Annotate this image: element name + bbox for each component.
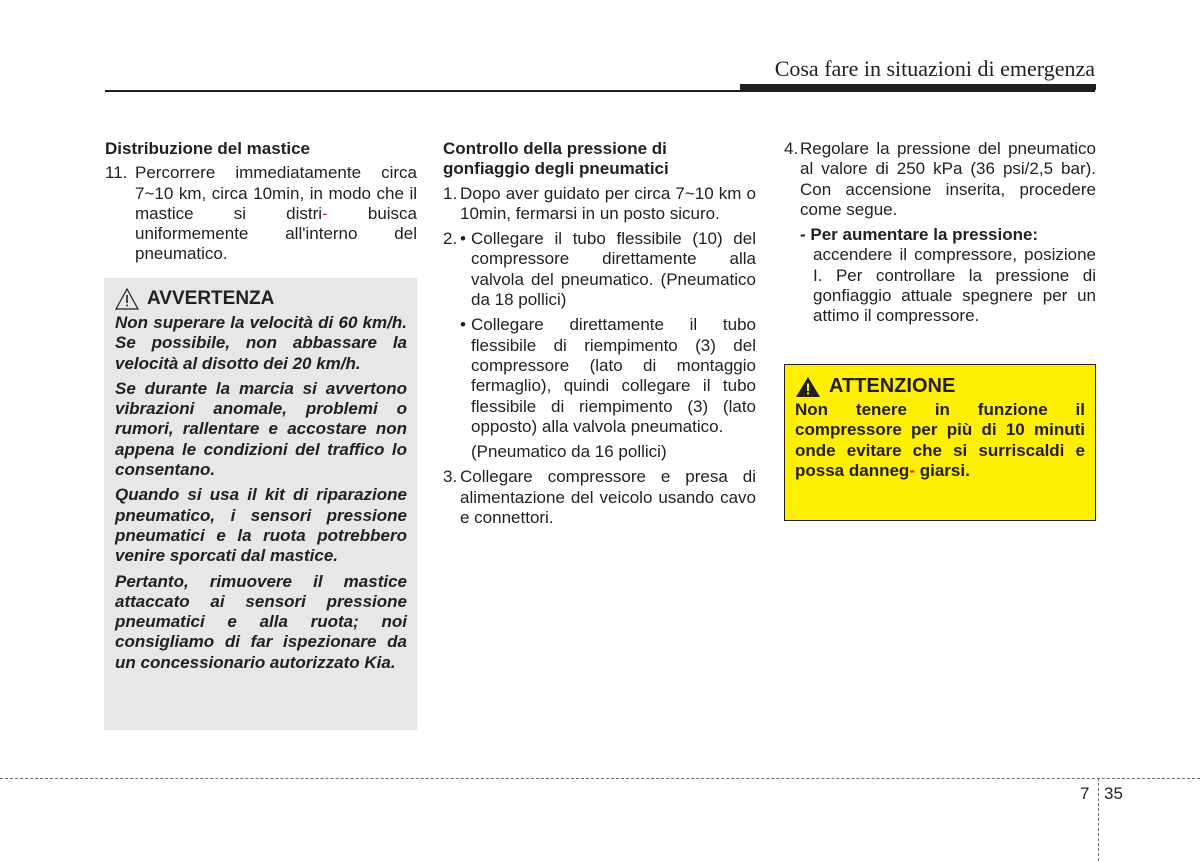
step-11: [105, 163, 417, 264]
column-left: [105, 139, 417, 265]
step-2-note: (Pneumatico da 16 pollici): [471, 442, 667, 462]
heading-distribution: Distribuzione del mastice: [105, 139, 310, 158]
step-text: [135, 163, 417, 264]
warning-box: [104, 278, 417, 730]
step-2: [443, 229, 756, 310]
step-4: [784, 139, 1096, 220]
hyphen: -: [909, 460, 915, 480]
step-text: Collegare il tubo flessibile (10) del compressore direttamente alla valvola del pneumatico. (Pneumatico da 18 pollici): [471, 229, 756, 310]
step-number: 2.: [443, 229, 458, 249]
step-number: 11.: [105, 163, 128, 183]
column-middle: [443, 139, 756, 528]
warning-triangle-icon: [115, 288, 139, 310]
step-text: Dopo aver guidato per circa 7~10 km o 10min, fermarsi in un posto sicuro.: [460, 183, 756, 223]
step-number: 4.: [784, 139, 799, 158]
sub-label: - Per aumentare la pressione:: [800, 225, 1039, 245]
page-number: 35: [1104, 784, 1123, 803]
warning-paragraph: Quando si usa il kit di riparazione pneumatico, i sensori pressione pneumatici e la ruota potrebbero venire sporcati dal mastice.: [115, 485, 407, 566]
sub-text: accendere il compressore, posizione I. Per controllare la pressione di gonfiaggio attuale spegnere per un attimo il compressore.: [813, 245, 1096, 326]
step-number: 3.: [443, 467, 458, 487]
footer-divider: [0, 778, 1200, 779]
step-text: Collegare compressore e presa di alimentazione del veicolo usando cavo e connettori.: [460, 467, 756, 528]
warning-title-text: AVVERTENZA: [147, 288, 275, 309]
caution-box: [784, 364, 1096, 521]
step-text-part2: buisca uniformemente all'interno del pneumatico.: [135, 203, 417, 264]
caution-triangle-icon: [795, 376, 821, 398]
warning-paragraph: Pertanto, rimuovere il mastice attaccato ai sensori pressione pneumatici e alla ruota; noi consigliamo di far ispezionare da un concessionario autorizzato Kia.: [115, 571, 407, 672]
hyphen: -: [322, 203, 328, 223]
caution-title-text: ATTENZIONE: [829, 375, 956, 397]
footer-page-divider: [1098, 778, 1099, 861]
bullet: •: [460, 229, 466, 249]
caution-text-part2: giarsi.: [919, 460, 970, 480]
step-3: [443, 467, 756, 528]
column-right: [784, 139, 1096, 327]
step-1: [443, 184, 756, 225]
warning-paragraph: Se durante la marcia si avvertono vibrazioni anomale, problemi o rumori, rallentare e accostare non appena le condizioni del traffico lo consentano.: [115, 378, 407, 480]
chapter-number: 7: [1080, 784, 1090, 803]
caution-title: [795, 375, 1085, 398]
heading-pressure-check: Controllo della pressione di gonfiaggio degli pneumatici: [443, 139, 669, 179]
warning-title: [115, 288, 407, 310]
caution-text-part1: Non tenere in funzione il compressore per più di 10 minuti onde evitare che si surriscaldi e possa danneg: [795, 400, 1085, 480]
bullet-text: Collegare direttamente il tubo flessibile di riempimento (3) del compressore (lato di montaggio fermaglio), quindi collegare il tubo flessibile di riempimento (3) (lato opposto) alla valvola pneumatico.: [471, 315, 756, 436]
caution-text: [795, 400, 1085, 481]
step-text-part1: Percorrere immediatamente circa 7~10 km, circa 10min, in modo che il mastice si distri: [135, 163, 417, 223]
increase-pressure-instruction: [800, 225, 1096, 326]
header-rule-accent: [740, 84, 1096, 90]
section-title: Cosa fare in situazioni di emergenza: [774, 56, 1095, 81]
step-number: 1.: [443, 183, 458, 203]
step-2-bullet-2: [460, 315, 756, 437]
header-rule: [105, 90, 1095, 92]
bullet: •: [460, 315, 466, 335]
warning-paragraph: Non superare la velocità di 60 km/h. Se possibile, non abbassare la velocità al disotto dei 20 km/h.: [115, 313, 407, 373]
step-text: Regolare la pressione del pneumatico al valore di 250 kPa (36 psi/2,5 bar). Con accensione inserita, procedere come segue.: [800, 139, 1096, 219]
